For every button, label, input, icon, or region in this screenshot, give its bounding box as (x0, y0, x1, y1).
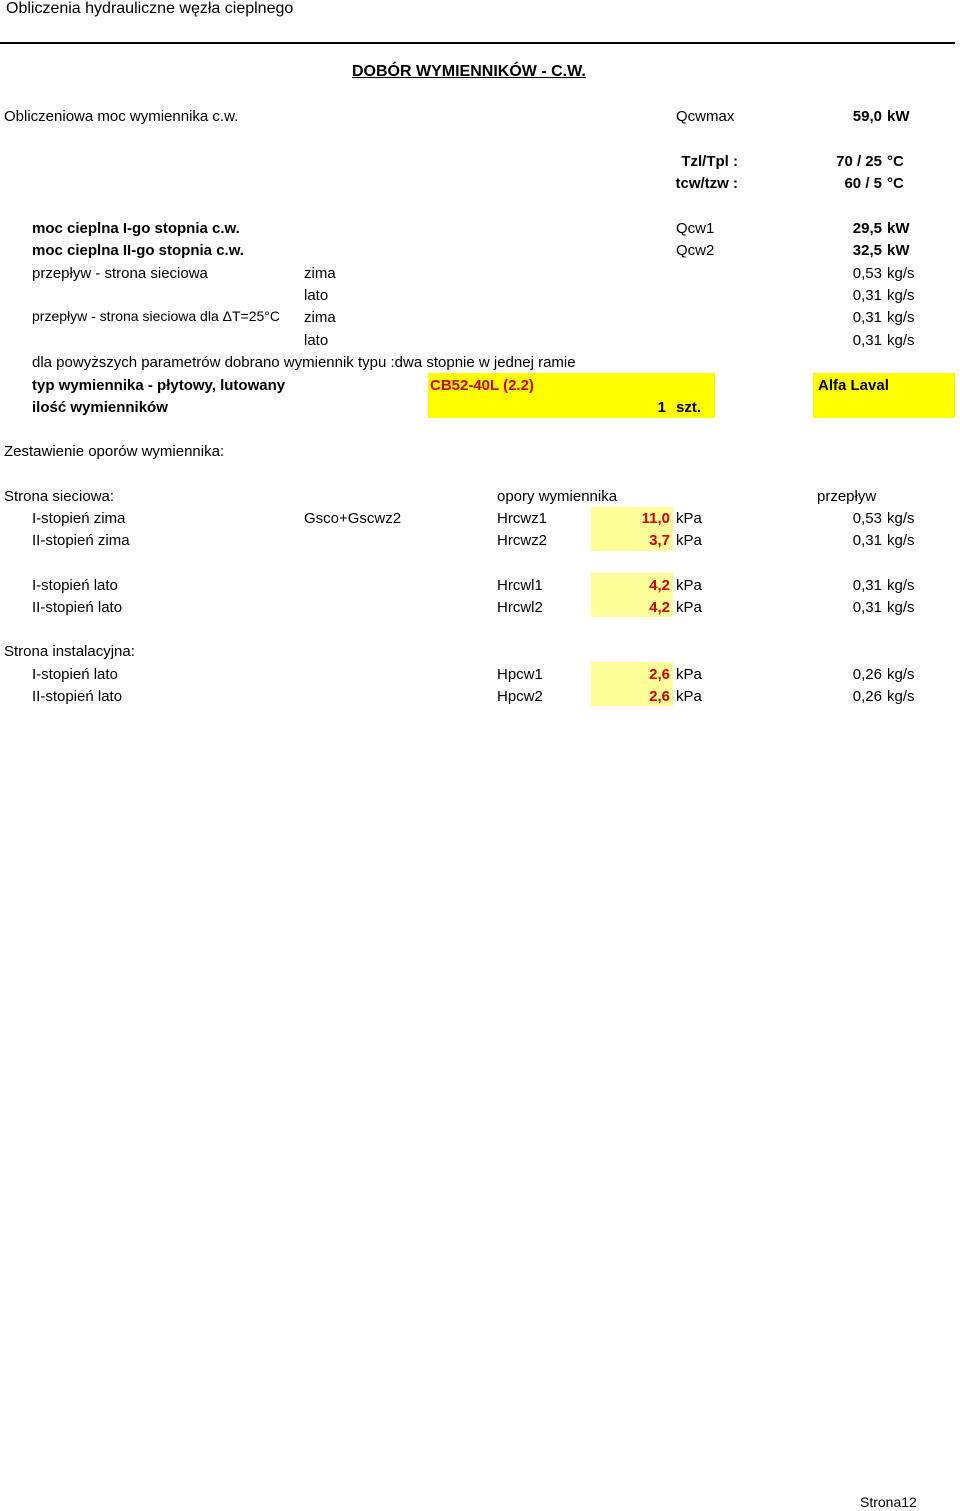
stage-1-value: 29,5 (852, 220, 882, 237)
flow-value-1: 0,53 (852, 265, 882, 282)
network-row-1-value: 11,0 (641, 510, 670, 527)
flow-season-3: zima (304, 309, 336, 326)
temp-unit-2: °C (887, 175, 904, 192)
col-flow-header: przepływ (817, 488, 877, 505)
network-row-2-unit: kPa (676, 532, 702, 549)
network-title: Strona sieciowa: (4, 488, 115, 505)
document-title: DOBÓR WYMIENNIKÓW - C.W. (352, 63, 586, 80)
type-label: typ wymiennika - płytowy, lutowany (32, 377, 286, 394)
page-header-title: Obliczenia hydrauliczne węzła cieplnego (6, 0, 294, 17)
network-row-4-stage: II-stopień lato (32, 599, 123, 616)
network-row-3-stage: I-stopień lato (32, 577, 118, 594)
stage-2-symbol: Qcw2 (676, 242, 715, 259)
installation-row-2-flow-unit: kg/s (887, 688, 915, 705)
flow-value-4: 0,31 (852, 332, 882, 349)
network-row-1-symbol: Gsco+Gscwz2 (304, 510, 402, 527)
flow-value-3: 0,31 (852, 309, 882, 326)
stage-2-label: moc cieplna II-go stopnia c.w. (32, 242, 244, 259)
moc-symbol: Qcwmax (676, 108, 735, 125)
stage-1-unit: kW (887, 220, 910, 237)
flow-unit-3: kg/s (887, 309, 915, 326)
installation-row-1-unit: kPa (676, 666, 702, 683)
network-row-1-unit: kPa (676, 510, 702, 527)
network-row-3-value: 4,2 (649, 577, 670, 594)
network-row-3-unit: kPa (676, 577, 702, 594)
flow-value-2: 0,31 (852, 287, 882, 304)
stage-1-label: moc cieplna I-go stopnia c.w. (32, 220, 240, 237)
network-row-3-code: Hrcwl1 (497, 577, 543, 594)
network-row-2-value: 3,7 (649, 532, 670, 549)
network-row-4-flow-unit: kg/s (887, 599, 915, 616)
installation-row-2-stage: II-stopień lato (32, 688, 123, 705)
temp-unit-1: °C (887, 153, 904, 170)
page-number: Strona12 (860, 1494, 917, 1510)
installation-row-2-value: 2,6 (649, 688, 670, 705)
stage-1-symbol: Qcw1 (676, 220, 715, 237)
flow-season-1: zima (304, 265, 336, 282)
network-row-1-flow-unit: kg/s (887, 510, 915, 527)
count-unit: szt. (676, 399, 702, 416)
moc-value: 59,0 (852, 108, 882, 125)
selection-note: dla powyższych parametrów dobrano wymiennik typu :dwa stopnie w jednej ramie (32, 354, 576, 371)
installation-row-2-flow: 0,26 (852, 688, 882, 705)
temp-label-1: Tzl/Tpl : (681, 153, 738, 170)
network-row-4-flow: 0,31 (852, 599, 882, 616)
installation-row-1-flow: 0,26 (852, 666, 882, 683)
installation-row-1-stage: I-stopień lato (32, 666, 118, 683)
installation-row-1-code: Hpcw1 (497, 666, 543, 683)
installation-row-1-flow-unit: kg/s (887, 666, 915, 683)
network-row-3-flow: 0,31 (852, 577, 882, 594)
maker-value: Alfa Laval (818, 377, 889, 394)
stage-2-value: 32,5 (852, 242, 882, 259)
temp-value-1: 70 / 25 (836, 153, 882, 170)
installation-row-1-value: 2,6 (649, 666, 670, 683)
flow-unit-4: kg/s (887, 332, 915, 349)
network-row-2-flow: 0,31 (852, 532, 882, 549)
flow-label-2-delta: ΔT=25°C (222, 308, 281, 324)
flow-season-2: lato (304, 287, 329, 304)
network-row-1-flow: 0,53 (852, 510, 882, 527)
count-value: 1 (657, 399, 666, 416)
installation-row-2-unit: kPa (676, 688, 702, 705)
col-opory-header: opory wymiennika (497, 488, 618, 505)
installation-row-2-code: Hpcw2 (497, 688, 543, 705)
network-row-4-unit: kPa (676, 599, 702, 616)
flow-label-2 (32, 307, 280, 325)
network-row-1-code: Hrcwz1 (497, 510, 548, 527)
network-row-4-value: 4,2 (649, 599, 670, 616)
network-row-4-code: Hrcwl2 (497, 599, 543, 616)
summary-title: Zestawienie oporów wymiennika: (4, 443, 225, 460)
moc-label: Obliczeniowa moc wymiennika c.w. (4, 108, 239, 125)
moc-unit: kW (887, 108, 910, 125)
model-value: CB52-40L (2.2) (430, 377, 534, 394)
flow-unit-2: kg/s (887, 287, 915, 304)
network-row-3-flow-unit: kg/s (887, 577, 915, 594)
flow-unit-1: kg/s (887, 265, 915, 282)
flow-label-2-prefix: przepływ - strona sieciowa dla (32, 308, 223, 324)
network-row-2-stage: II-stopień zima (32, 532, 130, 549)
count-label: ilość wymienników (32, 399, 168, 416)
network-row-1-stage: I-stopień zima (32, 510, 126, 527)
network-row-2-code: Hrcwz2 (497, 532, 548, 549)
header-divider (0, 42, 955, 44)
flow-season-4: lato (304, 332, 329, 349)
network-row-2-flow-unit: kg/s (887, 532, 915, 549)
temp-label-2: tcw/tzw : (675, 175, 738, 192)
stage-2-unit: kW (887, 242, 910, 259)
installation-title: Strona instalacyjna: (4, 643, 135, 660)
temp-value-2: 60 / 5 (844, 175, 882, 192)
flow-label-1: przepływ - strona sieciowa (32, 265, 208, 282)
